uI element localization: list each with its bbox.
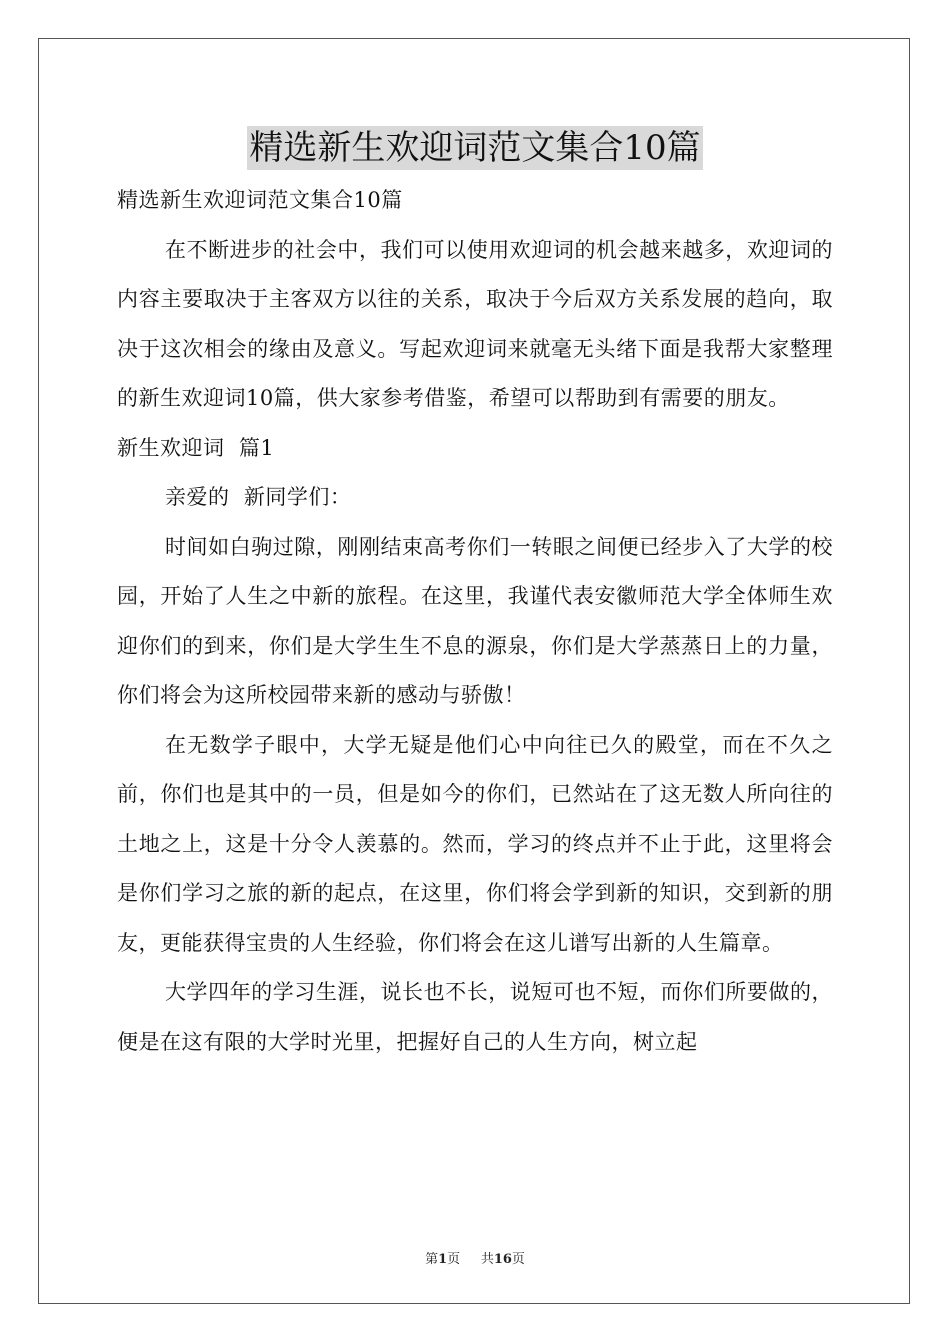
page-total: 16 [493,1252,512,1267]
document-subtitle: 精选新生欢迎词范文集合10篇 [117,188,403,212]
page-suffix: 页 [447,1252,461,1267]
intro-paragraph: 在不断进步的社会中，我们可以使用欢迎词的机会越来越多，欢迎词的内容主要取决于主客双方以往的关系，取决于今后双方关系发展的趋向，取决于这次相会的缘由及意义。写起欢迎词来就毫无头绪下面是我帮大家整理的新生欢迎词10篇，供大家参考借鉴，希望可以帮助到有需要的朋友。 [117,237,833,410]
total-prefix: 共 [480,1252,494,1267]
document-title: 精选新生欢迎词范文集合10篇 [249,128,701,168]
title-container [0,126,950,170]
body-paragraph-2: 在无数学子眼中，大学无疑是他们心中向往已久的殿堂，而在不久之前，你们也是其中的一员，但是如今的你们，已然站在了这无数人所向往的土地之上，这是十分令人羡慕的。然而，学习的终点并不止于此，这里将会是你们学习之旅的新的起点，在这里，你们将会学到新的知识，交到新的朋友，更能获得宝贵的人生经验，你们将会在这儿谱写出新的人生篇章。 [117,732,833,955]
page-footer [0,1248,950,1267]
page-prefix: 第 [425,1252,439,1267]
total-suffix: 页 [511,1252,525,1267]
section-heading: 新生欢迎词 篇1 [117,435,275,460]
greeting-line: 亲爱的 新同学们： [165,485,352,509]
body-paragraph-1: 时间如白驹过隙，刚刚结束高考你们一转眼之间便已经步入了大学的校园，开始了人生之中新的旅程。在这里，我谨代表安徽师范大学全体师生欢迎你们的到来，你们是大学生生不息的源泉，你们是大学蒸蒸日上的力量，你们将会为这所校园带来新的感动与骄傲！ [117,534,833,707]
document-body [117,176,833,1067]
page-number: 1 [438,1252,448,1267]
body-paragraph-3: 大学四年的学习生涯，说长也不长，说短可也不短，而你们所要做的，便是在这有限的大学时光里，把握好自己的人生方向，树立起 [117,980,833,1054]
